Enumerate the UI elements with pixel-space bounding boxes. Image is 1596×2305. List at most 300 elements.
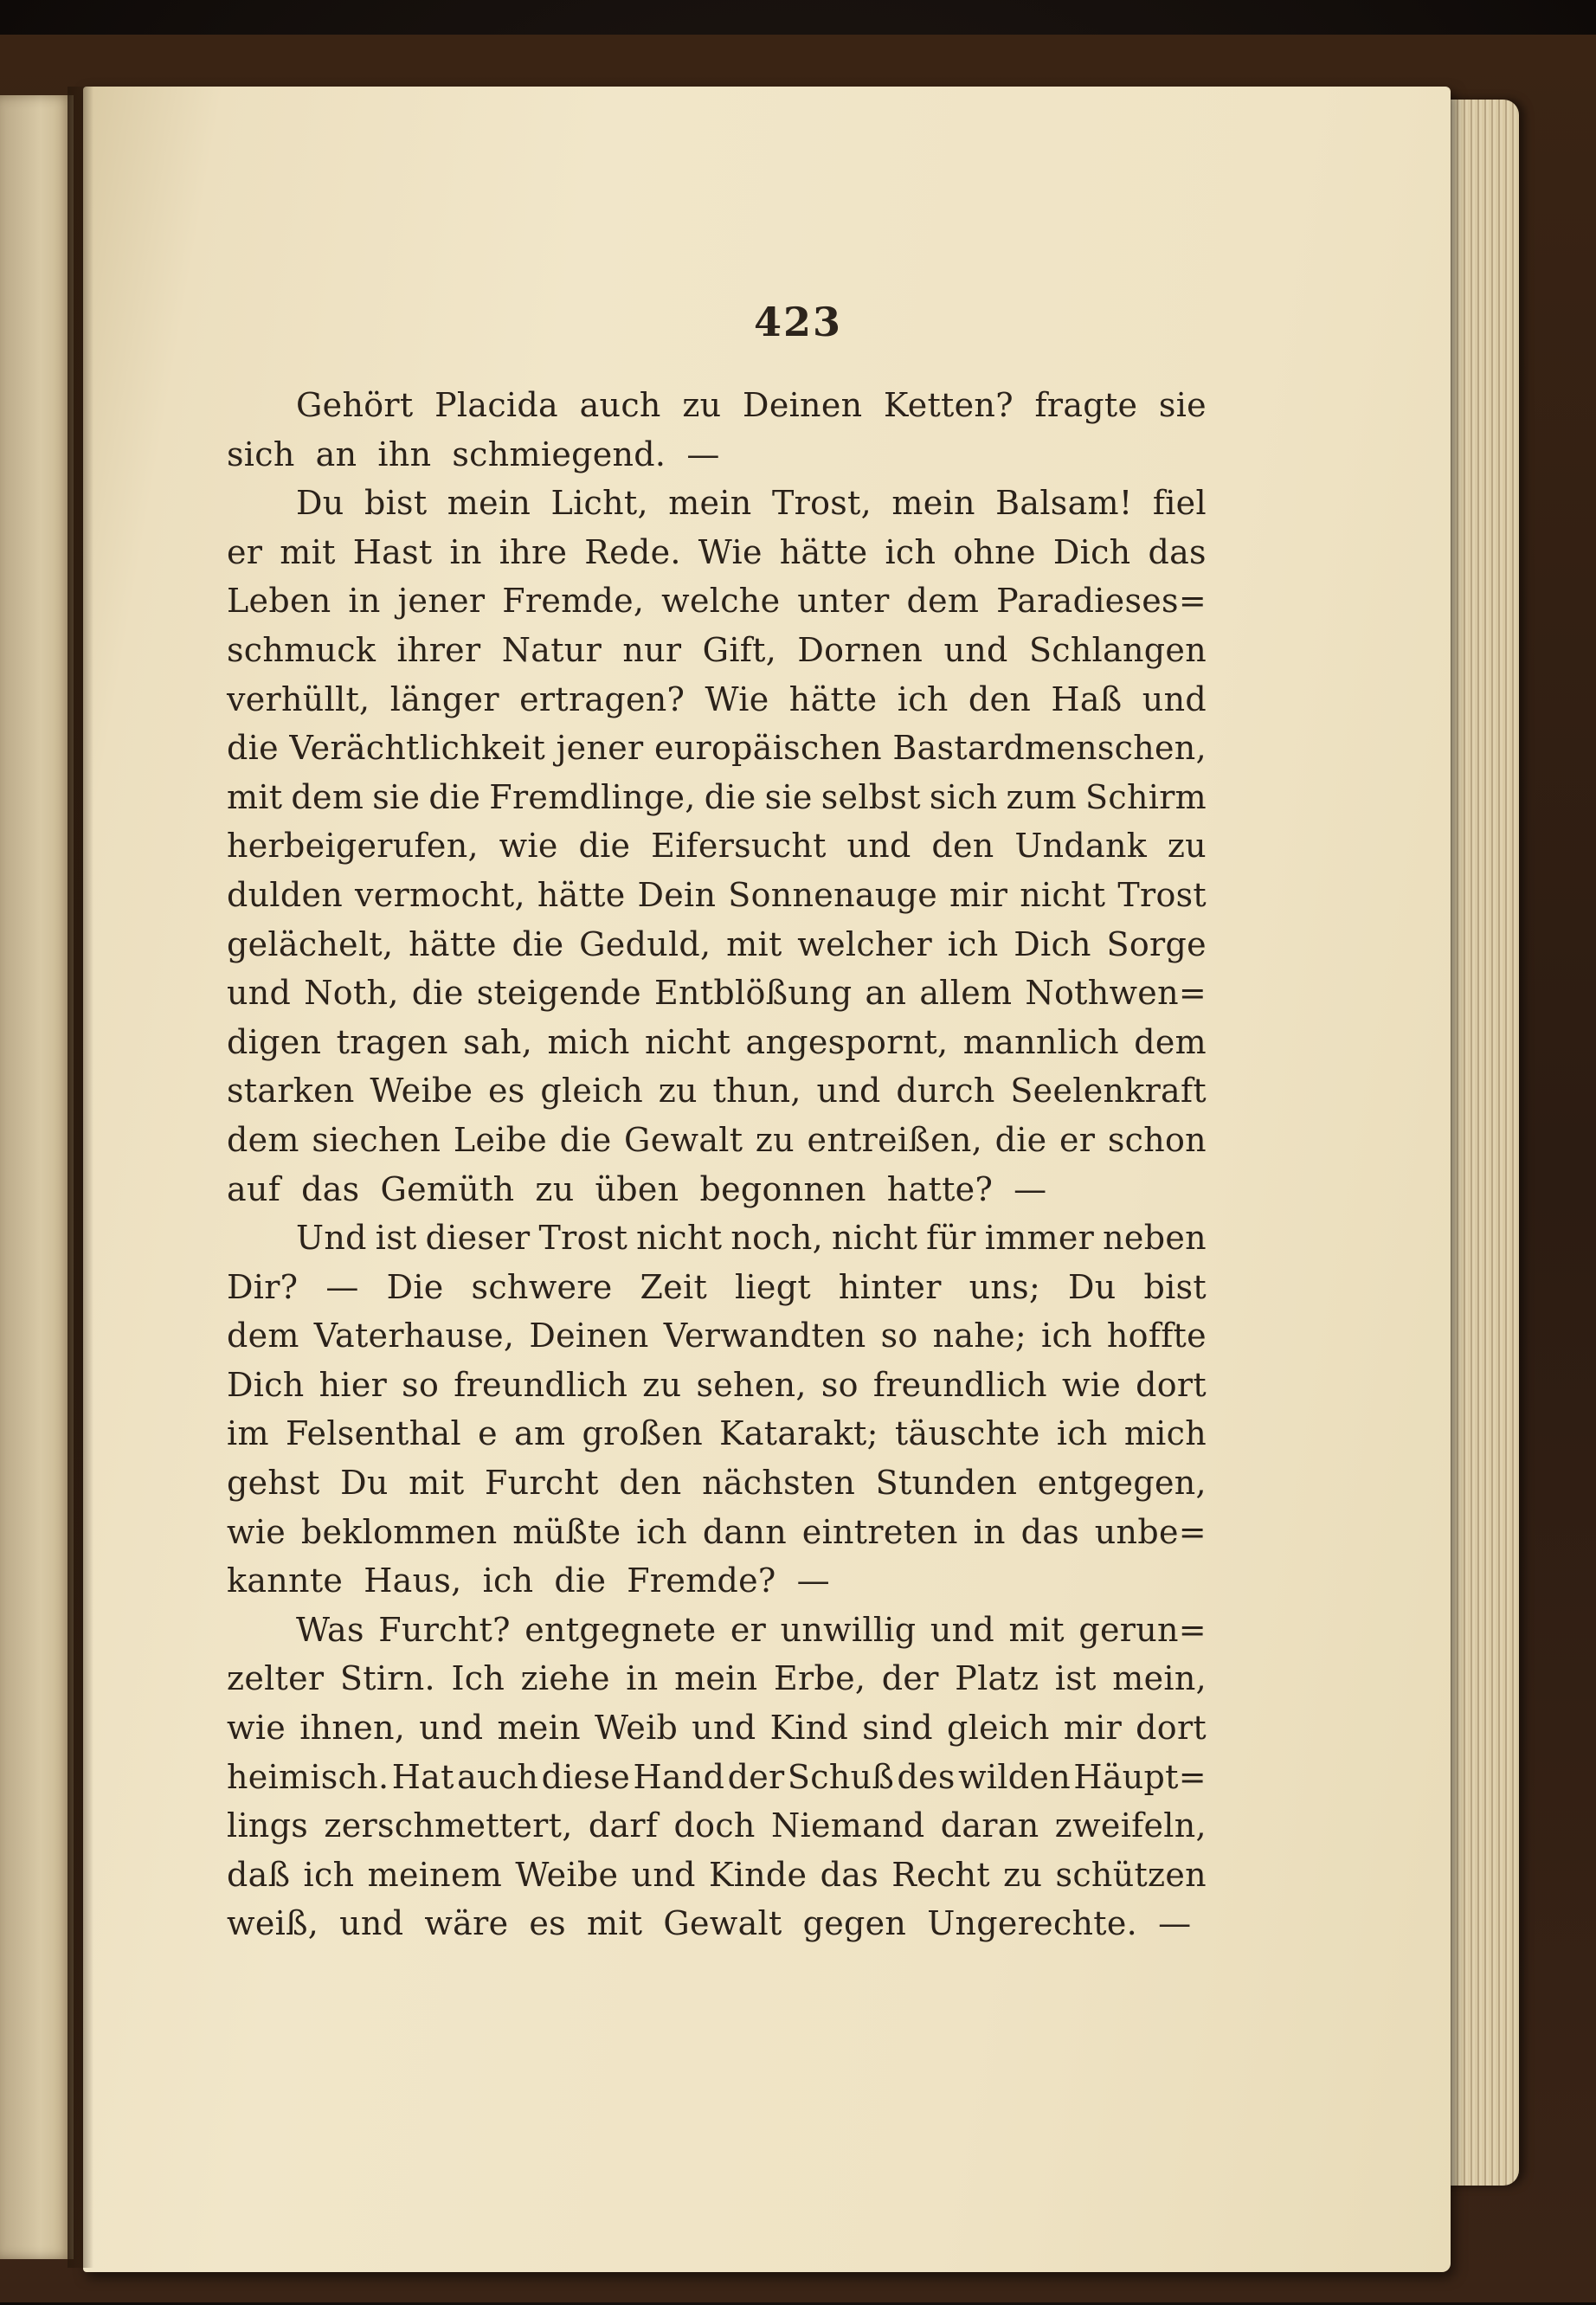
word: Balsam! xyxy=(995,484,1133,523)
word: hier xyxy=(319,1365,388,1404)
text-line xyxy=(227,1263,1207,1312)
word: im xyxy=(227,1414,269,1453)
word: Kind xyxy=(769,1709,849,1748)
word: in xyxy=(348,582,381,621)
word: Gemüth xyxy=(380,1169,515,1208)
word: mir xyxy=(949,875,1008,914)
word: freundlich xyxy=(454,1365,628,1404)
word: dort xyxy=(1136,1365,1207,1404)
word: zu xyxy=(535,1169,575,1208)
word: daran xyxy=(940,1806,1039,1845)
word: verhüllt, xyxy=(227,679,370,718)
word: neben xyxy=(1103,1219,1207,1258)
word: entgegnete xyxy=(524,1610,717,1649)
word: Weibe xyxy=(515,1855,619,1894)
word: zu xyxy=(1167,827,1207,866)
word: wie xyxy=(227,1709,286,1748)
word: Haus, xyxy=(364,1561,462,1600)
word: wie xyxy=(1061,1365,1122,1404)
word: Dornen xyxy=(797,630,923,669)
word: selbst xyxy=(821,777,921,816)
word: und xyxy=(816,1072,881,1111)
word: uns; xyxy=(969,1267,1041,1306)
text-line xyxy=(227,1214,1207,1263)
word: meinem xyxy=(367,1855,503,1894)
word: müßte xyxy=(512,1512,621,1551)
word: die xyxy=(554,1561,607,1600)
text-line xyxy=(227,626,1207,675)
word: — xyxy=(686,435,720,473)
word: den xyxy=(968,679,1032,718)
word: hätte xyxy=(779,532,868,571)
word: er xyxy=(1059,1120,1096,1159)
word: Weib xyxy=(595,1709,679,1748)
word: der xyxy=(727,1757,785,1796)
word: Verächtlichkeit xyxy=(289,729,546,768)
word: zelter xyxy=(227,1659,325,1698)
word: auch xyxy=(579,386,661,424)
word: bist xyxy=(364,484,428,523)
word: mein xyxy=(668,484,752,523)
word: welcher xyxy=(797,924,932,963)
text-line xyxy=(227,528,1207,577)
word: Fremdlinge, xyxy=(489,777,696,816)
word: sich xyxy=(929,777,998,816)
word: nächsten xyxy=(702,1464,856,1503)
word: und xyxy=(930,1610,995,1649)
word: gerun= xyxy=(1078,1610,1207,1649)
text-line xyxy=(227,1606,1207,1655)
word: nicht xyxy=(832,1219,918,1258)
word: Fremde, xyxy=(502,582,645,621)
word: Dein xyxy=(637,875,717,914)
word: dem xyxy=(227,1120,299,1159)
word: europäischen xyxy=(653,729,882,768)
word: zu xyxy=(642,1365,682,1404)
word: es xyxy=(529,1904,566,1943)
word: in xyxy=(449,532,482,571)
word: angespornt, xyxy=(745,1022,949,1061)
text-line xyxy=(227,871,1207,920)
word: hatte? xyxy=(886,1169,994,1208)
word: ihnen, xyxy=(299,1709,406,1748)
word: schmuck xyxy=(227,630,376,669)
word: mit xyxy=(227,777,283,816)
word: unter xyxy=(797,582,890,621)
word: Verwandten xyxy=(663,1317,866,1355)
word: Placida xyxy=(434,386,558,424)
word: Natur xyxy=(501,630,602,669)
word: nahe; xyxy=(932,1317,1026,1355)
word: ich xyxy=(885,532,936,571)
word: dem xyxy=(906,582,980,621)
word: schmiegend. xyxy=(452,435,666,473)
word: fiel xyxy=(1152,484,1207,523)
word: mich xyxy=(1123,1414,1207,1453)
word: Entblößung xyxy=(653,974,853,1013)
word: schon xyxy=(1107,1120,1207,1159)
word: Schirm xyxy=(1085,777,1207,816)
word: nicht xyxy=(636,1219,723,1258)
word: beklommen xyxy=(300,1512,498,1551)
word: — xyxy=(325,1267,359,1306)
word: sie xyxy=(1158,386,1207,424)
word: das xyxy=(1020,1512,1079,1551)
word: in xyxy=(973,1512,1006,1551)
word: Hast xyxy=(352,532,433,571)
text-line xyxy=(227,1409,1207,1458)
word: unwillig xyxy=(780,1610,917,1649)
word: begonnen xyxy=(699,1169,866,1208)
word: Furcht? xyxy=(378,1610,511,1649)
word: Katarakt; xyxy=(719,1414,878,1453)
word: weiß, xyxy=(227,1904,319,1943)
word: hoffte xyxy=(1106,1317,1207,1355)
word: nur xyxy=(622,630,682,669)
word: Vaterhause, xyxy=(313,1317,515,1355)
word: üben xyxy=(595,1169,679,1208)
word: Wie xyxy=(705,679,769,718)
word: Paradieses= xyxy=(996,582,1207,621)
text-line xyxy=(227,381,1207,430)
word: daß xyxy=(227,1855,291,1894)
word: gelächelt, xyxy=(227,924,394,963)
word: hinter xyxy=(838,1267,942,1306)
word: Eifersucht xyxy=(651,827,827,866)
word: mannlich xyxy=(962,1022,1119,1061)
word: gegen xyxy=(802,1904,907,1943)
text-line xyxy=(227,1165,1207,1214)
word: mein xyxy=(497,1709,581,1748)
word: das xyxy=(1148,532,1207,571)
word: Recht xyxy=(891,1855,990,1894)
word: Dich xyxy=(1052,532,1131,571)
word: und xyxy=(943,630,1008,669)
word: so xyxy=(821,1365,859,1404)
word: die xyxy=(559,1120,612,1159)
word: sehen, xyxy=(696,1365,807,1404)
word: ich xyxy=(1056,1414,1108,1453)
word: die xyxy=(578,827,631,866)
word: ich xyxy=(1041,1317,1092,1355)
page-number: 423 xyxy=(753,299,843,345)
text-line xyxy=(227,1851,1207,1900)
word: Hand xyxy=(633,1757,725,1796)
word: ich xyxy=(947,924,999,963)
word: Was xyxy=(296,1610,364,1649)
word: ist xyxy=(1054,1659,1097,1698)
word: immer xyxy=(984,1219,1095,1258)
text-line xyxy=(227,1899,1207,1948)
word: am xyxy=(514,1414,566,1453)
text-line xyxy=(227,724,1207,773)
word: mich xyxy=(547,1022,630,1061)
word: sah, xyxy=(463,1022,533,1061)
word: zweifeln, xyxy=(1054,1806,1207,1845)
word: diese xyxy=(541,1757,631,1796)
word: Sonnenauge xyxy=(728,875,937,914)
word: Gewalt xyxy=(663,1904,782,1943)
word: mein xyxy=(447,484,531,523)
word: steigende xyxy=(476,974,641,1013)
text-line xyxy=(227,821,1207,871)
word: Platz xyxy=(955,1659,1039,1698)
word: Bastardmenschen, xyxy=(892,729,1207,768)
word: ich xyxy=(303,1855,355,1894)
word: das xyxy=(820,1855,878,1894)
word: unbe= xyxy=(1094,1512,1207,1551)
word: Gift, xyxy=(702,630,777,669)
word: mir xyxy=(1063,1709,1123,1748)
word: Deinen xyxy=(529,1317,649,1355)
word: nicht xyxy=(1020,875,1106,914)
word: ihrer xyxy=(396,630,481,669)
text-line xyxy=(227,675,1207,724)
word: Dich xyxy=(1014,924,1091,963)
word: für xyxy=(926,1219,976,1258)
word: Wie xyxy=(698,532,763,571)
word: Nothwen= xyxy=(1025,974,1207,1013)
word: darf xyxy=(588,1806,659,1845)
word: Trost xyxy=(1117,875,1207,914)
word: er xyxy=(730,1610,767,1649)
word: Deinen xyxy=(743,386,863,424)
word: Dich xyxy=(227,1365,305,1404)
word: Leben xyxy=(227,582,331,621)
word: sie xyxy=(764,777,813,816)
text-line xyxy=(227,1018,1207,1067)
word: den xyxy=(619,1464,682,1503)
word: mit xyxy=(586,1904,643,1943)
word: und xyxy=(631,1855,696,1894)
word: sich xyxy=(227,435,295,473)
word: Trost, xyxy=(771,484,872,523)
word: zu xyxy=(682,386,722,424)
word: Ketten? xyxy=(884,386,1014,424)
word: den xyxy=(931,827,994,866)
word: gleich xyxy=(946,1709,1050,1748)
word: durch xyxy=(896,1072,995,1111)
word: zu xyxy=(1003,1855,1043,1894)
text-line xyxy=(227,773,1207,822)
word: dieser xyxy=(425,1219,531,1258)
word: und xyxy=(339,1904,404,1943)
word: gehst xyxy=(227,1464,320,1503)
word: Rede. xyxy=(584,532,681,571)
word: Stunden xyxy=(875,1464,1018,1503)
text-line xyxy=(227,1361,1207,1410)
word: hätte xyxy=(788,679,878,718)
word: ohne xyxy=(953,532,1036,571)
body-text xyxy=(227,381,1207,1948)
word: Kinde xyxy=(709,1855,808,1894)
word: Ungerechte. xyxy=(927,1904,1138,1943)
word: zerschmettert, xyxy=(324,1806,573,1845)
word: Gewalt xyxy=(624,1120,743,1159)
word: mit xyxy=(1008,1610,1065,1649)
word: — xyxy=(1158,1904,1192,1943)
word: Niemand xyxy=(770,1806,925,1845)
word: herbeigerufen, xyxy=(227,827,479,866)
word: Hat xyxy=(391,1757,454,1796)
word: länger xyxy=(389,679,499,718)
word: heimisch. xyxy=(227,1757,389,1796)
word: ich xyxy=(636,1512,688,1551)
text-line xyxy=(227,430,1207,480)
word: lings xyxy=(227,1806,309,1845)
word: jener xyxy=(397,582,486,621)
word: täuschte xyxy=(894,1414,1040,1453)
word: bist xyxy=(1143,1267,1207,1306)
text-line xyxy=(227,1311,1207,1361)
word: dem xyxy=(291,777,364,816)
word: Leibe xyxy=(453,1120,548,1159)
word: der xyxy=(881,1659,939,1698)
word: vermocht, xyxy=(355,875,525,914)
word: digen xyxy=(227,1022,322,1061)
word: er xyxy=(227,532,263,571)
word: ihre xyxy=(499,532,568,571)
word: sie xyxy=(372,777,421,816)
word: thun, xyxy=(712,1072,801,1111)
word: Du xyxy=(296,484,344,523)
word: und xyxy=(846,827,911,866)
text-line xyxy=(227,969,1207,1018)
word: eintreten xyxy=(801,1512,958,1551)
word: dann xyxy=(702,1512,787,1551)
word: zu xyxy=(755,1120,795,1159)
word: die xyxy=(411,974,464,1013)
word: jener xyxy=(556,729,644,768)
word: Häupt= xyxy=(1073,1757,1207,1796)
word: die xyxy=(512,924,564,963)
word: Furcht xyxy=(485,1464,599,1503)
word: Schlangen xyxy=(1028,630,1207,669)
word: Noth, xyxy=(304,974,399,1013)
word: gleich xyxy=(540,1072,643,1111)
text-line xyxy=(227,1703,1207,1753)
word: Dir? xyxy=(227,1267,299,1306)
word: ertragen? xyxy=(519,679,685,718)
word: die xyxy=(994,1120,1047,1159)
text-line xyxy=(227,1116,1207,1165)
word: Licht, xyxy=(550,484,648,523)
word: Erbe, xyxy=(773,1659,866,1698)
word: mein xyxy=(674,1659,758,1698)
word: mein, xyxy=(1112,1659,1207,1698)
text-line xyxy=(227,576,1207,626)
word: dem xyxy=(227,1317,299,1355)
left-page-edge xyxy=(0,95,74,2259)
word: die xyxy=(428,777,481,816)
gutter-shadow xyxy=(68,87,93,2268)
word: allem xyxy=(919,974,1013,1013)
word: des xyxy=(897,1757,956,1796)
word: großen xyxy=(582,1414,703,1453)
word: und xyxy=(1142,679,1207,718)
text-line xyxy=(227,1801,1207,1851)
text-line xyxy=(227,1556,1207,1606)
word: Stirn. xyxy=(339,1659,435,1698)
word: dort xyxy=(1136,1709,1207,1748)
word: so xyxy=(880,1317,918,1355)
word: ihn xyxy=(377,435,432,473)
word: hätte xyxy=(409,924,497,963)
word: Und xyxy=(296,1219,367,1258)
word: kannte xyxy=(227,1561,344,1600)
word: in xyxy=(626,1659,659,1698)
word: fragte xyxy=(1034,386,1138,424)
word: zu xyxy=(658,1072,698,1111)
word: ziehe xyxy=(520,1659,610,1698)
word: dem xyxy=(1134,1022,1207,1061)
word: freundlich xyxy=(872,1365,1047,1404)
word: auch xyxy=(457,1757,539,1796)
word: das xyxy=(301,1169,360,1208)
word: — xyxy=(1014,1169,1047,1208)
text-line xyxy=(227,1654,1207,1703)
word: starken xyxy=(227,1072,355,1111)
word: Weibe xyxy=(370,1072,473,1111)
word: e xyxy=(478,1414,498,1453)
word: zum xyxy=(1006,777,1077,816)
word: Die xyxy=(386,1267,444,1306)
word: wäre xyxy=(424,1904,509,1943)
word: dulden xyxy=(227,875,344,914)
word: so xyxy=(402,1365,440,1404)
word: und xyxy=(419,1709,484,1748)
word: hätte xyxy=(537,875,626,914)
word: an xyxy=(865,974,907,1013)
word: Undank xyxy=(1014,827,1148,866)
word: die xyxy=(227,729,279,768)
word: schwere xyxy=(471,1267,613,1306)
word: entreißen, xyxy=(807,1120,982,1159)
word: mit xyxy=(280,532,336,571)
word: mein xyxy=(891,484,975,523)
word: Gehört xyxy=(296,386,414,424)
word: mit xyxy=(409,1464,465,1503)
word: wie xyxy=(227,1512,286,1551)
word: siechen xyxy=(312,1120,441,1159)
word: Geduld, xyxy=(579,924,711,963)
word: Felsenthal xyxy=(285,1414,461,1453)
word: Ich xyxy=(451,1659,505,1698)
word: nicht xyxy=(644,1022,731,1061)
word: schützen xyxy=(1055,1855,1207,1894)
text-line xyxy=(227,1066,1207,1116)
word: wie xyxy=(499,827,558,866)
word: — xyxy=(796,1561,830,1600)
word: es xyxy=(488,1072,525,1111)
word: tragen xyxy=(336,1022,448,1061)
word: Du xyxy=(1068,1267,1117,1306)
word: ich xyxy=(897,679,949,718)
word: mit xyxy=(726,924,782,963)
word: wilden xyxy=(958,1757,1071,1796)
word: welche xyxy=(661,582,781,621)
word: Trost xyxy=(538,1219,628,1258)
word: an xyxy=(315,435,357,473)
word: Schuß xyxy=(787,1757,895,1796)
word: und xyxy=(227,974,292,1013)
word: Fremde? xyxy=(627,1561,776,1600)
text-line xyxy=(227,1458,1207,1508)
text-line xyxy=(227,1753,1207,1802)
word: Du xyxy=(340,1464,389,1503)
text-line xyxy=(227,920,1207,969)
word: entgegen, xyxy=(1037,1464,1207,1503)
